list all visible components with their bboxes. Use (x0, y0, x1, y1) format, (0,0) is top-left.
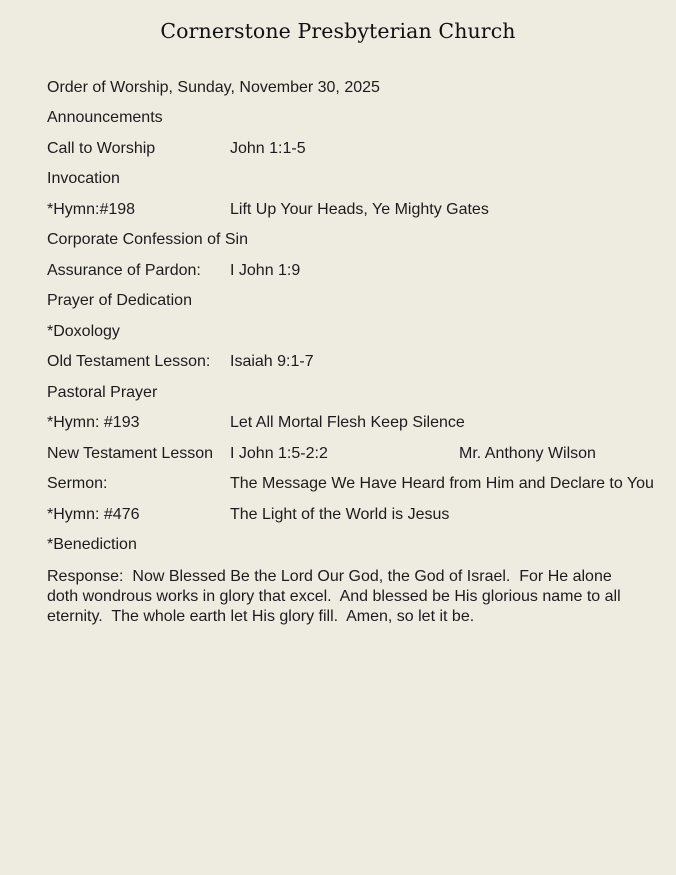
worship-item (47, 140, 647, 158)
response-paragraph: Response: Now Blessed Be the Lord Our God, the God of Israel. For He alone doth wondrous works in glory that excel. And blessed be His glorious name to all eternity. The whole earth let His glory fill. Amen, so let it be. (47, 568, 626, 625)
item-label: Assurance of Pardon: (47, 262, 201, 279)
item-label: Pastoral Prayer (47, 384, 158, 401)
item-label: Sermon: (47, 475, 108, 492)
worship-item (47, 262, 647, 280)
worship-item (47, 445, 647, 463)
item-detail: The Light of the World is Jesus (230, 506, 450, 523)
worship-item (47, 384, 157, 402)
worship-item (47, 506, 647, 524)
item-label: Announcements (47, 109, 163, 126)
service-date-line: Order of Worship, Sunday, November 30, 2025 (47, 79, 380, 96)
item-label: Invocation (47, 170, 120, 187)
item-label: Call to Worship (47, 140, 156, 157)
item-detail: The Message We Have Heard from Him and Declare to You (230, 475, 654, 492)
worship-item (47, 475, 667, 493)
worship-item (47, 536, 137, 554)
item-label: New Testament Lesson (47, 445, 214, 462)
page-title: Cornerstone Presbyterian Church (160, 19, 516, 43)
worship-item (47, 201, 647, 219)
worship-item (47, 170, 120, 188)
worship-item (47, 292, 192, 310)
worship-item (47, 414, 647, 432)
item-label: *Hymn: #193 (47, 414, 140, 431)
item-label: *Benediction (47, 536, 137, 553)
item-label: *Hymn:#198 (47, 201, 136, 218)
item-detail: Lift Up Your Heads, Ye Mighty Gates (230, 201, 489, 218)
worship-item (47, 109, 163, 127)
item-label: Old Testament Lesson: (47, 353, 211, 370)
item-detail: I John 1:5-2:2 (230, 445, 328, 462)
worship-item (47, 231, 248, 249)
item-label: Corporate Confession of Sin (47, 231, 248, 248)
item-label: *Hymn: #476 (47, 506, 140, 523)
item-detail: I John 1:9 (230, 262, 301, 279)
item-reader: Mr. Anthony Wilson (459, 445, 596, 462)
item-detail: Isaiah 9:1-7 (230, 353, 314, 370)
item-detail: John 1:1-5 (230, 140, 306, 157)
item-label: Prayer of Dedication (47, 292, 192, 309)
worship-item (47, 353, 647, 371)
worship-item (47, 323, 120, 341)
item-label: *Doxology (47, 323, 120, 340)
item-detail: Let All Mortal Flesh Keep Silence (230, 414, 465, 431)
